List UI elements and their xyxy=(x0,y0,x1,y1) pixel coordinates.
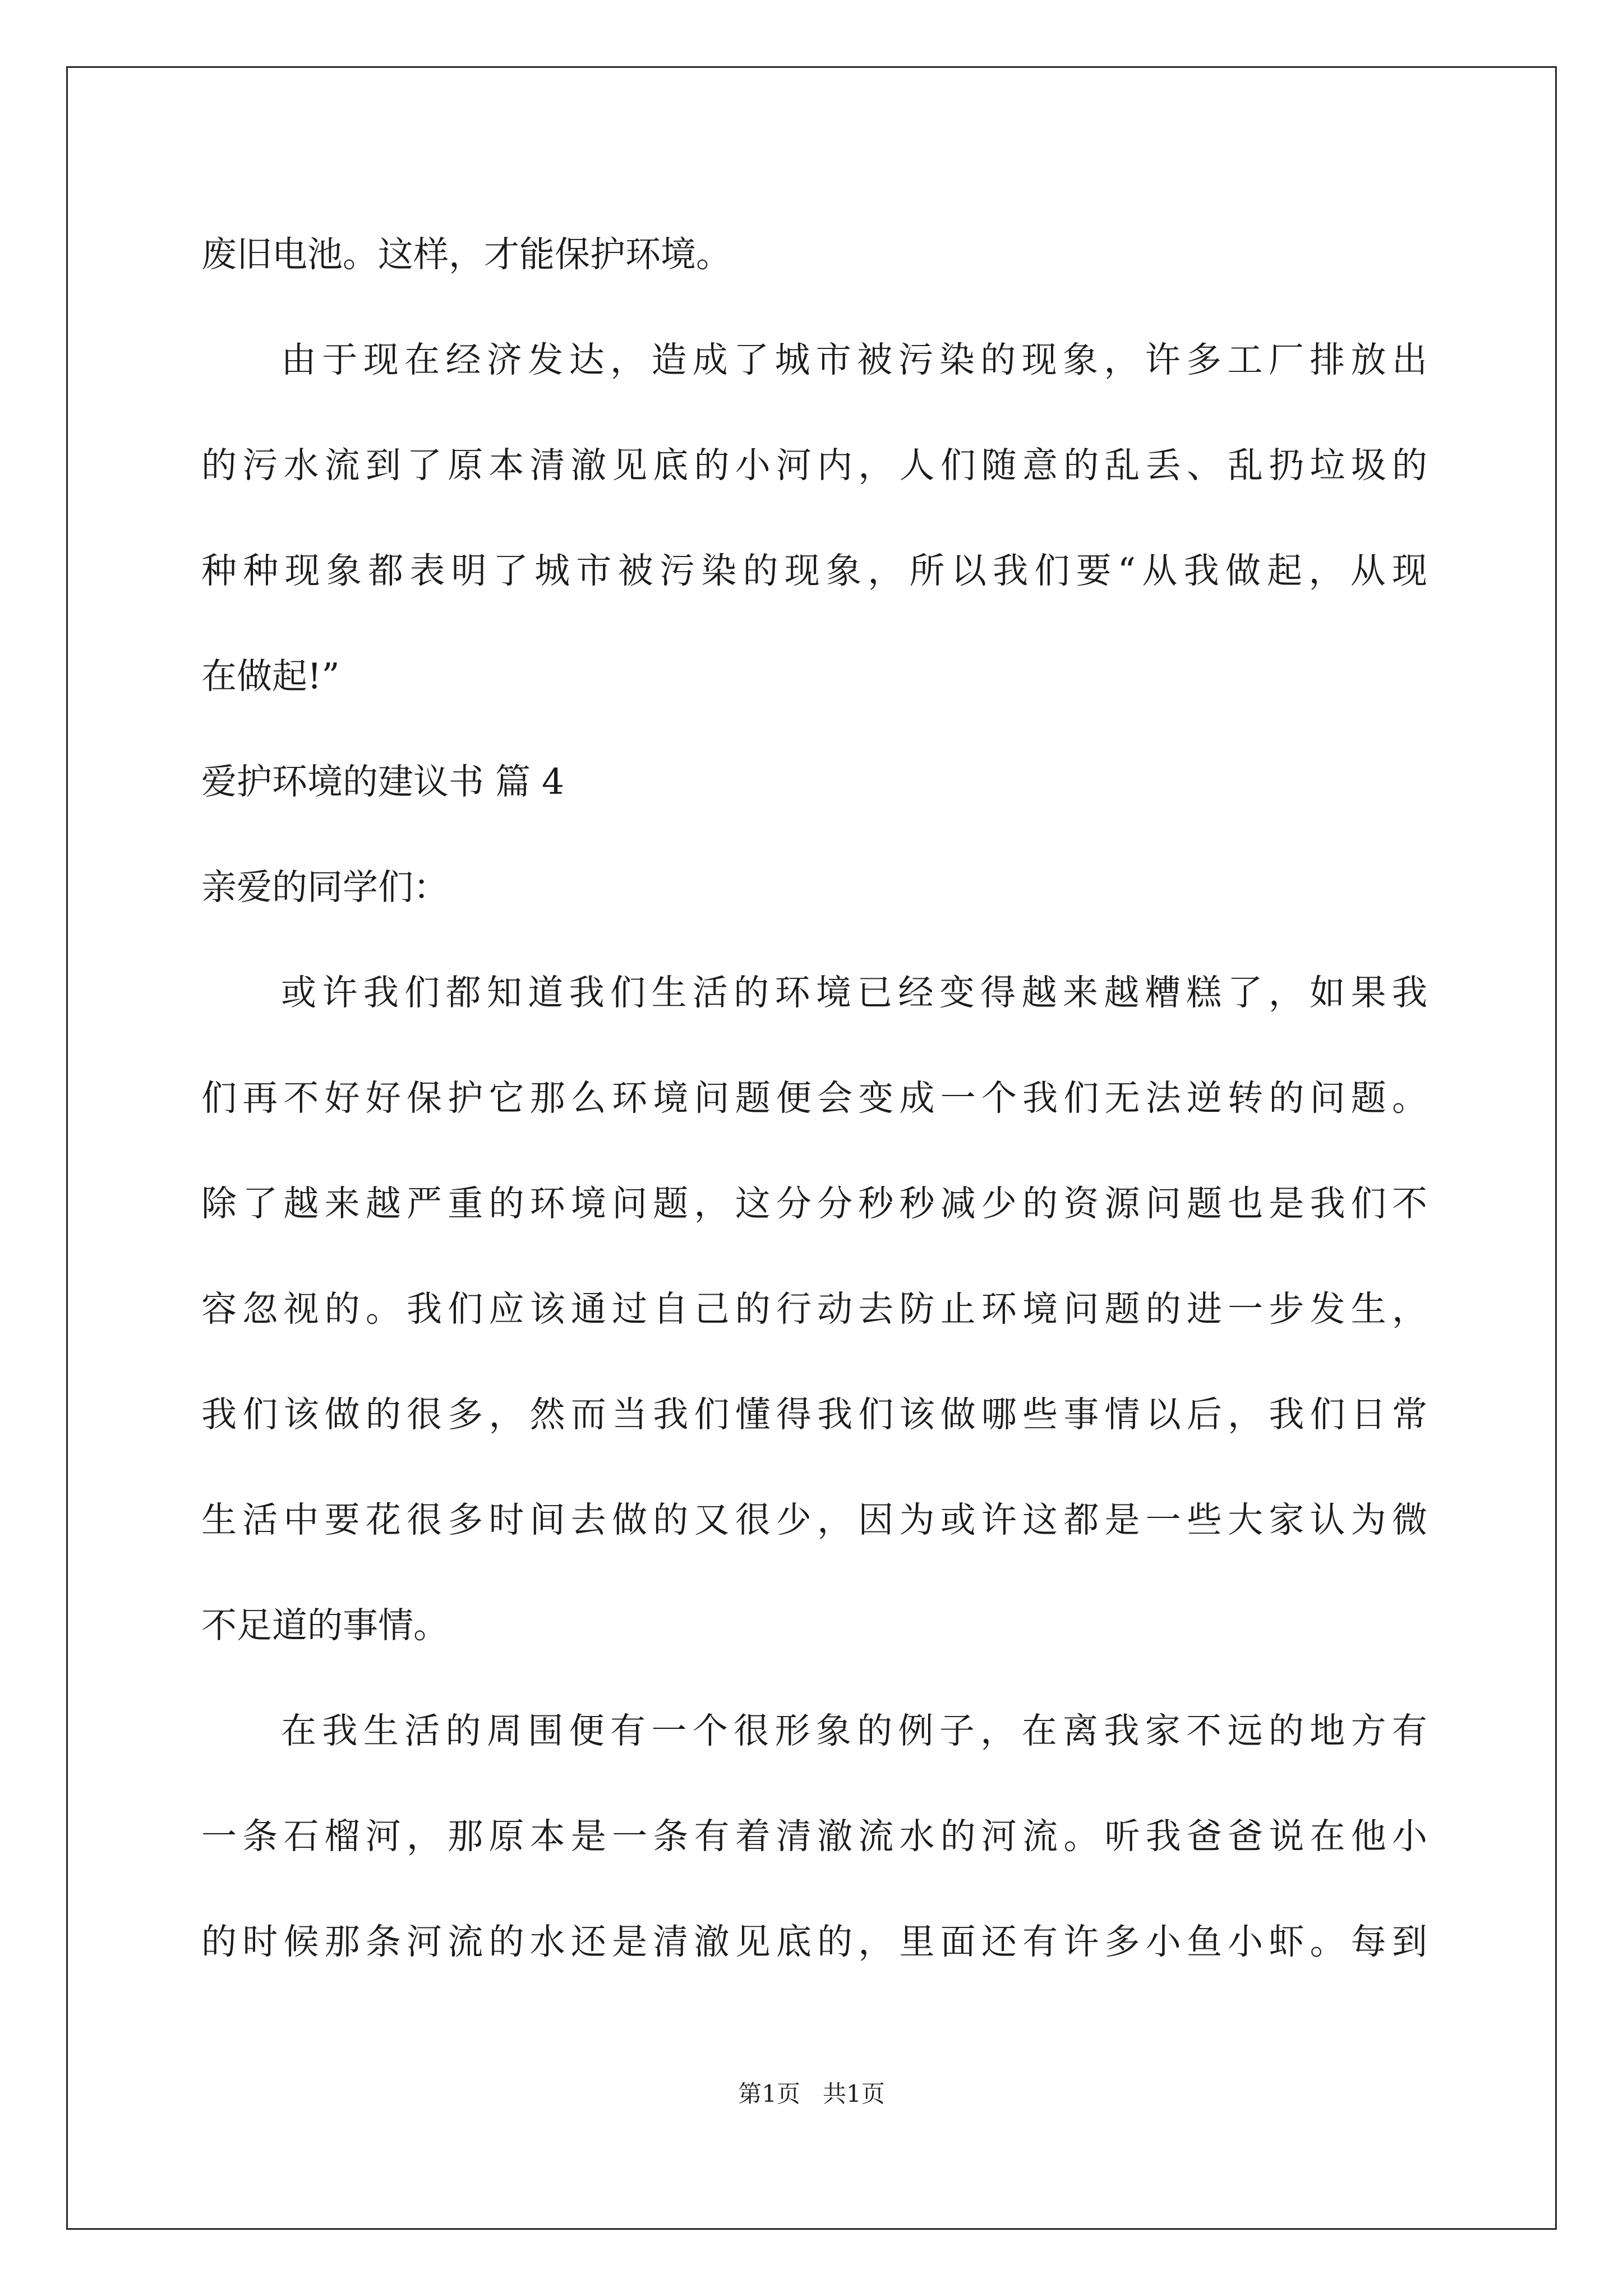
text-line: 一条石榴河，那原本是一条有着清澈流水的河流。听我爸爸说在他小 xyxy=(201,1816,1427,1857)
paragraph-first-line: 或许我们都知道我们生活的环境已经变得越来越糟糕了，如果我 xyxy=(281,972,1427,1013)
text-line: 的时候那条河流的水还是清澈见底的，里面还有许多小鱼小虾。每到 xyxy=(201,1921,1427,1962)
text-line: 除了越来越严重的环境问题，这分分秒秒减少的资源问题也是我们不 xyxy=(201,1183,1427,1224)
text-line: 在做起!” xyxy=(201,656,340,697)
text-line: 我们该做的很多，然而当我们懂得我们该做哪些事情以后，我们日常 xyxy=(201,1394,1427,1435)
salutation: 亲爱的同学们： xyxy=(201,867,449,908)
page-number: 第1页 xyxy=(738,2080,800,2108)
section-heading: 爱护环境的建议书 篇 4 xyxy=(201,761,565,802)
document-body xyxy=(201,202,1427,1995)
text-line: 不足道的事情。 xyxy=(201,1605,449,1646)
page-footer xyxy=(0,2076,1623,2109)
text-line: 容忽视的。我们应该通过自己的行动去防止环境问题的进一步发生， xyxy=(201,1289,1427,1329)
text-line: 废旧电池。这样，才能保护环境。 xyxy=(201,234,731,275)
paragraph-first-line: 在我生活的周围便有一个很形象的例子，在离我家不远的地方有 xyxy=(281,1710,1427,1751)
text-line: 们再不好好保护它那么环境问题便会变成一个我们无法逆转的问题。 xyxy=(201,1078,1427,1119)
paragraph-first-line: 由于现在经济发达，造成了城市被污染的现象，许多工厂排放出 xyxy=(281,339,1427,380)
page-total: 共1页 xyxy=(823,2080,885,2108)
text-line: 生活中要花很多时间去做的又很少，因为或许这都是一些大家认为微 xyxy=(201,1499,1427,1540)
text-line: 种种现象都表明了城市被污染的现象，所以我们要“从我做起，从现 xyxy=(201,550,1427,591)
text-line: 的污水流到了原本清澈见底的小河内，人们随意的乱丢、乱扔垃圾的 xyxy=(201,445,1427,486)
